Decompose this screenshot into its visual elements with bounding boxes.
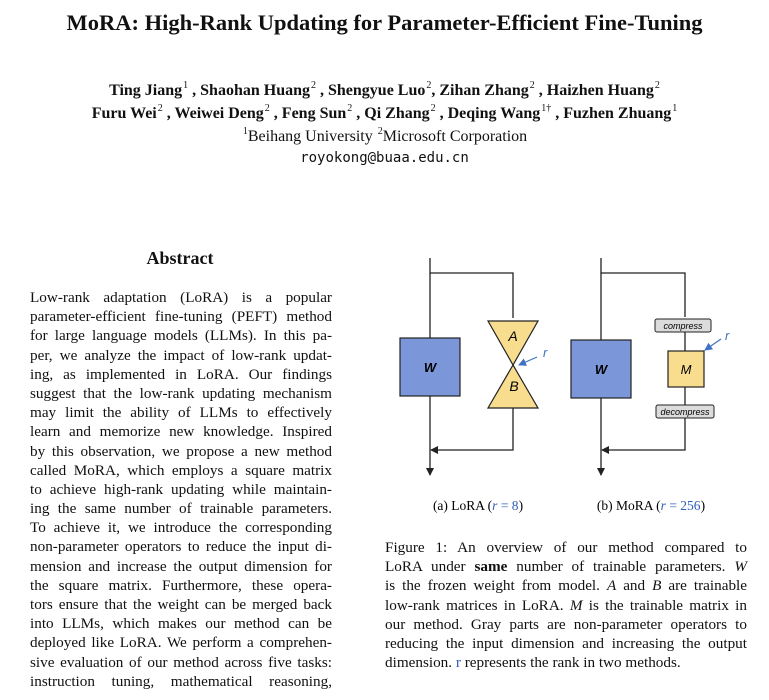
caption-line: low-rank matrices in LoRA. M is the trainable matrix in [385,596,747,614]
lora-rank-arrow [519,357,537,365]
paper-title: MoRA: High-Rank Updating for Parameter-Efficient Fine-Tuning [66,10,703,35]
abstract-line: mension and increase the output dimension for [30,557,332,575]
author-affiliation-mark: 1 [672,103,678,114]
author-separator: , [431,82,440,99]
author-name: Ting Jiang [109,82,183,99]
mora-rank-label: r [725,328,730,343]
abstract-line: to achieve high-rank updating while maintain- [30,480,332,498]
caption-line: our method. Gray parts are non-parameter operators to [385,615,747,633]
abstract-line: deployed like LoRA. We perform a comprehen- [30,634,332,652]
author-separator: , [435,105,448,122]
abstract-line: instruction tuning, mathematical reasoning, [30,672,332,690]
abstract-line: tors ensure that the weight can be merged back [30,596,332,613]
author-separator: , [352,105,365,122]
abstract-line: may limit the ability of LLMs to effectively [30,404,332,422]
lora-adapter-output-path [431,408,513,450]
author-name: Furu Wei [91,105,157,122]
author-affiliation-mark: 2 [347,103,353,114]
affiliation-mark: 2 [377,126,383,137]
compress-label: compress [663,321,703,331]
affiliation-name: Microsoft Corporation [382,128,528,145]
abstract-line: suggest that the low-rank updating mechanism [30,384,332,402]
author-name: Zihan Zhang [439,82,529,99]
author-separator: , [534,82,547,99]
affiliations [0,126,769,146]
author-name: Deqing Wang [447,105,541,122]
abstract-line: per, we analyze the impact of low-rank updat- [30,346,332,364]
author-affiliation-mark: 2 [264,103,270,114]
caption-line: Figure 1: An overview of our method compared to [385,539,747,556]
abstract-line: the square matrix. Furthermore, these opera- [30,576,332,594]
abstract-line: non-parameter operators to reduce the input di- [30,538,332,556]
author-separator: , [188,82,201,99]
abstract-body [30,288,332,691]
author-list-line-2 [0,103,769,123]
author-name: Feng Sun [281,105,347,122]
author-affiliation-mark: 2 [157,103,163,114]
abstract-line: sive evaluation of our method across five tasks: [30,653,332,671]
author-separator: , [551,105,564,122]
abstract-line: into LLMs, which makes our method can be [30,615,332,633]
figure-1-caption [385,538,747,672]
author-name: Shengyue Luo [328,82,426,99]
mora-m-label: M [680,362,692,377]
caption-line: LoRA under same number of trainable parameters. W [385,558,747,576]
author-affiliation-mark: 1 [183,80,189,91]
author-affiliation-mark: 2 [426,80,432,91]
abstract-line: To achieve it, we introduce the corresponding [30,519,332,537]
caption-line: reducing the input dimension and increasing the output [385,634,747,652]
author-separator: , [316,82,328,99]
abstract-line: ing the same number of trainable parameters. [30,500,332,518]
figure-1 [383,253,753,523]
author-affiliation-mark: 1† [541,103,552,114]
author-list-line-1 [0,80,769,100]
mora-adapter-output-path [602,418,685,450]
mora-input-path [601,258,685,317]
abstract-line: by this observation, we propose a new method [30,442,332,460]
lora-b-label: B [509,378,519,394]
lora-rank-label: r [543,345,548,360]
lora-a-label: A [508,328,518,344]
mora-diagram [571,258,730,513]
abstract-line: learn and memorize new knowledge. Inspired [30,423,332,441]
lora-weight-label: W [423,360,437,375]
author-separator: , [162,105,175,122]
author-affiliation-mark: 2 [430,103,436,114]
lora-input-path [430,258,513,318]
affiliation-mark: 1 [242,126,248,137]
lora-subcaption: (a) LoRA (r = 8) [432,498,524,513]
author-name: Haizhen Huang [546,82,654,99]
caption-line: dimension. r represents the rank in two methods. [385,654,681,672]
method-diagram [383,253,753,523]
author-name: Qi Zhang [364,105,430,122]
contact-email[interactable]: royokong@buaa.edu.cn [300,150,469,166]
mora-rank-arrow [705,339,721,350]
decompress-label: decompress [660,407,710,417]
caption-line: is the frozen weight from model. A and B are trainable [385,577,748,595]
mora-subcaption: (b) MoRA (r = 256) [596,498,706,513]
abstract-line: called MoRA, which employs a square matrix [30,461,332,479]
author-affiliation-mark: 2 [654,80,660,91]
abstract-heading: Abstract [146,248,214,268]
abstract-line: ing, as implemented in LoRA. Our findings [30,365,332,383]
author-affiliation-mark: 2 [311,80,316,91]
author-separator: , [269,105,282,122]
mora-weight-label: W [594,362,608,377]
abstract-line: Low-rank adaptation (LoRA) is a popular [30,289,332,306]
author-name: Shaohan Huang [200,82,310,99]
author-name: Weiwei Deng [174,105,264,122]
author-affiliation-mark: 2 [529,80,535,91]
affiliation-name: Beihang University [247,128,373,145]
author-name: Fuzhen Zhuang [563,105,672,122]
abstract-line: for large language models (LLMs). In this pa- [30,327,332,345]
lora-diagram [400,258,548,513]
abstract-line: parameter-efficient fine-tuning (PEFT) method [30,308,332,326]
